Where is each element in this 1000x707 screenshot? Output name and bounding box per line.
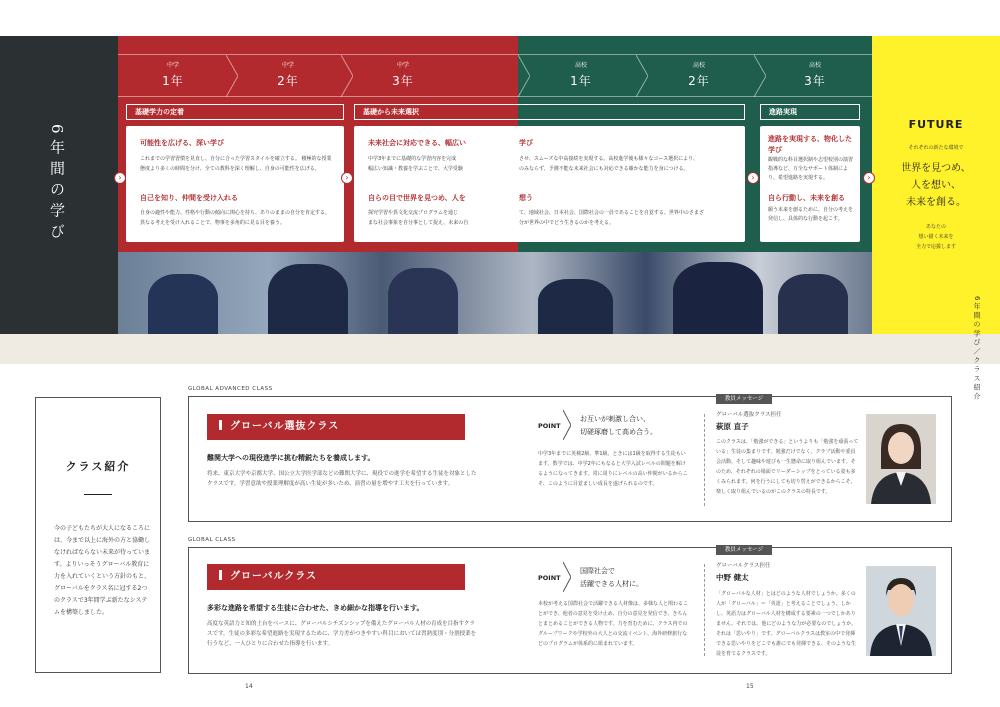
- future-line: 人を想い、: [911, 180, 961, 191]
- card-future-choice: [354, 126, 745, 242]
- card-heading: 進路を実現する、物化した学び: [768, 135, 852, 154]
- grade-chevron: [341, 55, 353, 97]
- point-line: 国際社会で: [580, 567, 615, 575]
- point-line: 活躍できる人材に。: [580, 580, 643, 588]
- future-title: FUTURE: [908, 118, 964, 131]
- future-subtitle: それぞれの新たな環境で: [908, 145, 964, 151]
- future-note: 全力で応援します: [915, 244, 956, 250]
- section-vertical-title: 6年間の学び: [48, 124, 66, 245]
- section-label-foundation: 基礎学力の定着: [126, 104, 344, 120]
- class-name-banner: グローバルクラス: [207, 564, 465, 590]
- point-label: POINT: [538, 422, 561, 430]
- teacher-name: 中野 健太: [716, 573, 749, 582]
- grade-jh-3: 中学 3年: [392, 62, 414, 88]
- page-number-right: 15: [746, 683, 754, 690]
- card-career: [760, 126, 860, 242]
- grade-hs-2: 高校 2年: [688, 62, 710, 88]
- class-lead: 難関大学への現役進学に挑む精鋭たちを養成します。: [207, 454, 375, 462]
- teacher-message-badge: 教員メッセージ: [716, 545, 772, 555]
- future-note: あなたの: [925, 224, 946, 230]
- point-chevron-icon: [563, 562, 571, 592]
- dashed-divider: [704, 564, 705, 656]
- grade-jh-2: 中学 2年: [277, 62, 299, 88]
- future-line: 世界を見つめ、: [901, 163, 971, 174]
- point-label: POINT: [538, 574, 561, 582]
- teacher-name: 萩原 直子: [716, 422, 749, 431]
- class-eyebrow: GLOBAL CLASS: [188, 537, 236, 543]
- arrow-right-icon: ›: [114, 172, 126, 184]
- card-text: 探究学習や異文化交流プログラムを通じ: [368, 210, 458, 216]
- card-heading: 自ら行動し、未来を創る: [768, 194, 845, 202]
- card-text: 願う未来を創るために、自分の考えを発信し、具体的な行動を起こす。: [768, 207, 854, 222]
- card-heading: 自己を知り、仲間を受け入れる: [140, 194, 238, 202]
- class-name-banner: グローバル選抜クラス: [207, 414, 465, 440]
- teacher-message-badge: 教員メッセージ: [716, 394, 772, 404]
- card-heading: 自らの目で世界を見つめ、人を: [368, 194, 466, 202]
- card-heading-cont: 想う: [519, 194, 533, 202]
- section-label-future-choice: 基礎から未来選択: [354, 104, 745, 120]
- card-heading: 可能性を広げる、深い学び: [140, 139, 224, 147]
- card-text: まな社会事象を自分事として捉え、未来の自: [368, 220, 469, 226]
- class-intro-title: クラス紹介: [65, 460, 131, 473]
- arrow-right-icon: ›: [863, 172, 875, 184]
- class-intro-text: 今の子どもたちが大人になるころには、今まで以上に海外の方と協働しなければならない未来が待っています。よりいっそうグローバル教育に力を入れていくという方針のもと、グローバルをクラス名に冠する2つのクラスで3年間学ぶ新たなシステムを構築しました。: [54, 525, 151, 616]
- teacher-role: グローバル選抜クラス担任: [716, 412, 782, 418]
- teacher-message: このクラスは、「勉強ができる」というよりも「勉強を頑張っている」生徒の集まりです。勉強だけでなく、クラブ活動や委員会活動、そして趣味や遊びも一生懸命に取り組んでいます。そのため、それぞれの場面でリーダーシップをとっている姿も多くみられます。何を行うにしても切り替えができるからこそ、楽しく取り組んでいるのがこのクラスの特長です。: [716, 439, 859, 495]
- grade-hs-1: 高校 1年: [570, 62, 592, 88]
- card-text: 中学3年までに基礎的な学習内容を完成: [368, 156, 457, 162]
- future-note: 想い描く未来を: [918, 234, 954, 240]
- grade-jh-1: 中学 1年: [162, 62, 184, 88]
- arrow-right-icon: ›: [341, 172, 353, 184]
- class-description: 高度な英語力と知的土台をベースに、グローバルシチズンシップを備えたグローバル人材の育成を目指すクラスです。生徒の多彩な希望進路を実現するために、学力差がつきやすい科目においては習熟度別・分割授業を行うなど、一人ひとりに合わせた指導を行います。: [207, 621, 477, 647]
- card-text: 自身の適性や能力、性格や行動の傾向に関心を持ち、ありのままの自分を肯定する。異なる考えを受け入れることで、物事を多角的に見る目を養う。: [140, 210, 331, 226]
- point-line: お互いが刺激し合い、: [580, 415, 650, 423]
- card-heading: 未来社会に対応できる、幅広い: [368, 139, 466, 147]
- card-text: 幅広い知識・教養を学ぶことで、大学受験: [368, 166, 463, 172]
- card-text: させ、スムーズな中高接続を実現する。高校進学後も様々なコース選択により、: [519, 156, 699, 162]
- class-description: 将来、東京大学や京都大学、国公立大学医学部などの難関大学に、現役での進学を希望する生徒を対象としたクラスです。学習意欲や授業理解度が高い生徒が多いため、演習の量を増やす工夫を行っています。: [207, 471, 477, 487]
- teacher-message: 「グローバルな人材」とはどのような人材でしょうか。多くの人が「グローバル」＝「英語」と考えることでしょう。しかし、英語力はグローバル人材を構成する要素の一つでしかありません。それでは、他にどのような力が必要なのでしょうか。それは「思いやり」です。グローバルクラスは教室の中で発揮できる思いやりをどこでも誰にでも発揮できる、そのような生徒を育てるクラスです。: [716, 591, 857, 657]
- grade-chevron: [518, 55, 530, 97]
- students-photo: [118, 252, 872, 334]
- card-foundation: [126, 126, 344, 242]
- card-text: 分が世界の中でどう生きるのかを考える。: [519, 220, 615, 226]
- class-eyebrow: GLOBAL ADVANCED CLASS: [188, 386, 273, 392]
- card-text: て、地域社会、日本社会、国際社会の一員であることを自覚する。世界中のさまざ: [519, 210, 704, 216]
- card-text: 観戦的な科目選択制や志望校別の演習指導など、万全なサポート体制により、希望進路を実現する。: [768, 157, 854, 181]
- page-number-left: 14: [245, 683, 253, 690]
- title-rule: [84, 494, 112, 495]
- class-lead: 多彩な進路を希望する生徒に合わせた、きめ細かな指導を行います。: [207, 604, 424, 612]
- teacher-portrait: [866, 566, 936, 656]
- dashed-divider: [704, 414, 705, 506]
- card-text: のみならず、予測不能な未来社会にも対応できる確かな能力を身につける。: [519, 166, 689, 172]
- point-line: 切磋琢磨して高め合う。: [580, 428, 657, 436]
- grade-chevron: [754, 55, 766, 97]
- point-body: 中学3年までに英検2級、準1級、ときには1級を取得する生徒もいます。数学では、中学2年にもなると大学入試レベルの問題を解けるようになってきます。常に周りにレベルの高い仲間がいるからこそ、このように目覚ましい成長を遂げられるのです。: [538, 451, 688, 487]
- grade-hs-3: 高校 3年: [804, 62, 826, 88]
- class-intro-box: [35, 397, 161, 673]
- grade-chevron: [226, 55, 238, 97]
- point-body: 本校が考える国際社会で活躍できる人材像は、多様な人と関わることができ、他者の意見を受け止め、自分の意見を発信でき、きちんとまとめることができる人物です。力を育むために、クラス内でのグループワークや学校外の大人との交流イベント、海外研修旅行などのプログラムが体系的に組まれています。: [538, 601, 689, 647]
- running-header-vertical: 6年間の学び／クラス紹介: [973, 296, 981, 402]
- grade-chevron: [636, 55, 648, 97]
- arrow-right-icon: ›: [747, 172, 759, 184]
- point-chevron-icon: [563, 410, 571, 440]
- card-heading-cont: 学び: [519, 139, 533, 147]
- teacher-portrait: [866, 414, 936, 504]
- card-text: これまでの学習習慣を見直し、自分に合った学習スタイルを確立する。 積極的な授業態度より多くの時間を分け、全ての教科を深く理解し、自身の可能性を広げる。: [140, 156, 332, 172]
- section-label-career: 進路実現: [760, 104, 860, 120]
- teacher-role: グローバルクラス担任: [716, 563, 771, 569]
- future-line: 未来を創る。: [906, 197, 966, 208]
